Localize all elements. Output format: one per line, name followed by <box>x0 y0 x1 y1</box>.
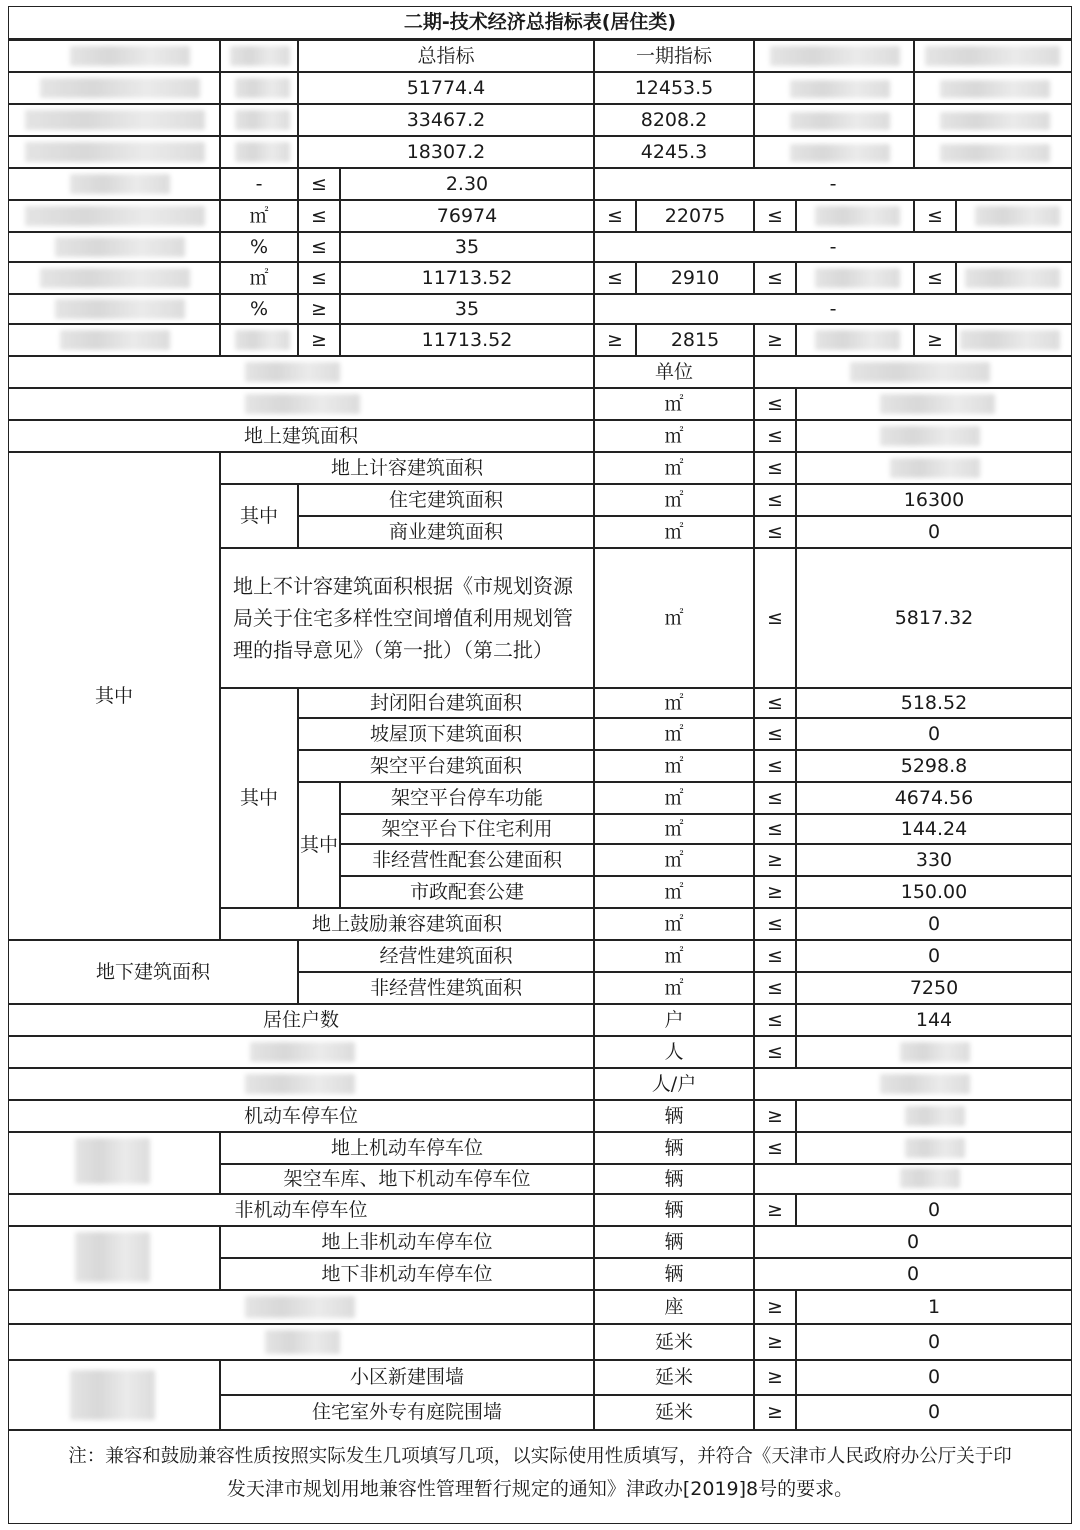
operator-cell: ≤ <box>754 516 796 548</box>
underground-commercial-value: 0 <box>796 940 1072 972</box>
phase-one-value: 8208.2 <box>594 104 754 136</box>
non-commercial-facility-value: 330 <box>796 844 1072 876</box>
header-total-index: 总指标 <box>298 40 594 72</box>
enclosed-balcony-label: 封闭阳台建筑面积 <box>298 688 594 718</box>
redaction-blur <box>905 1138 965 1158</box>
unit-cell: - <box>220 168 298 200</box>
operator-cell: ≥ <box>754 324 796 356</box>
commercial-area-value: 0 <box>796 516 1072 548</box>
stilt-sub-label: 其中 <box>298 782 340 908</box>
operator-cell: ≤ <box>754 1004 796 1036</box>
redaction-blur <box>880 394 995 414</box>
total-value: 76974 <box>340 200 594 232</box>
non-far-area-label <box>220 548 594 688</box>
redaction-blur <box>790 144 890 162</box>
commercial-area-label: 商业建筑面积 <box>298 516 594 548</box>
non-far-area-line: 理的指导意见》（第一批）（第二批） <box>233 638 553 662</box>
unit-cell: ㎡ <box>594 940 754 972</box>
redaction-blur <box>245 394 360 414</box>
operator-cell: ≤ <box>298 232 340 262</box>
redaction-blur <box>790 112 890 130</box>
above-ground-area-label: 地上建筑面积 <box>8 420 594 452</box>
unit-cell: 辆 <box>594 1132 754 1164</box>
redaction-blur <box>235 330 290 350</box>
header-phase-one-index: 一期指标 <box>594 40 754 72</box>
unit-cell: ㎡ <box>594 452 754 484</box>
operator-cell: ≤ <box>298 168 340 200</box>
motor-above-label: 地上机动车停车位 <box>220 1132 594 1164</box>
unit-cell: 辆 <box>594 1164 754 1194</box>
unit-cell: ㎡ <box>594 814 754 844</box>
unit-cell: ㎡ <box>220 262 298 294</box>
redaction-blur <box>235 110 290 130</box>
unit-cell: % <box>220 294 298 324</box>
bike-above-value: 0 <box>754 1226 1072 1258</box>
operator-cell: ≤ <box>754 420 796 452</box>
unit-cell: ㎡ <box>594 420 754 452</box>
total-value: 2.30 <box>340 168 594 200</box>
unit-cell: ㎡ <box>594 844 754 876</box>
bike-underground-value: 0 <box>754 1258 1072 1290</box>
redaction-blur <box>230 46 290 66</box>
operator-cell: ≤ <box>754 1132 796 1164</box>
bike-parking-value: 0 <box>796 1194 1072 1226</box>
bike-above-label: 地上非机动车停车位 <box>220 1226 594 1258</box>
redaction-blur <box>245 362 340 382</box>
redaction-blur <box>900 1042 970 1062</box>
unit-cell: 辆 <box>594 1226 754 1258</box>
phase-one-value: - <box>594 232 1072 262</box>
unit-cell: ㎡ <box>594 972 754 1004</box>
operator-cell: ≤ <box>754 388 796 420</box>
footnote-line: 注：兼容和鼓励兼容性质按照实际发生几项填写几项，以实际使用性质填写，并符合《天津市人民政府办公厅关于印 <box>68 1446 1012 1467</box>
far-sub-label: 其中 <box>220 484 298 548</box>
operator-cell: ≥ <box>754 1290 796 1324</box>
stilt-parking-value: 4674.56 <box>796 782 1072 814</box>
operator-cell: ≤ <box>754 548 796 688</box>
enclosed-balcony-value: 518.52 <box>796 688 1072 718</box>
motor-underground-label: 架空车库、地下机动车停车位 <box>220 1164 594 1194</box>
redaction-blur <box>75 1232 150 1282</box>
underground-label: 地下建筑面积 <box>8 940 298 1004</box>
residential-area-value: 16300 <box>796 484 1072 516</box>
redaction-blur <box>245 1296 355 1318</box>
operator-cell: ≤ <box>754 940 796 972</box>
new-wall-value: 0 <box>796 1360 1072 1395</box>
operator-cell: ≤ <box>914 200 956 232</box>
redaction-blur <box>940 112 1050 130</box>
phase-one-value: - <box>594 294 1072 324</box>
phase-one-value: 22075 <box>636 200 754 232</box>
stilt-floor-value: 5298.8 <box>796 750 1072 782</box>
stilt-floor-label: 架空平台建筑面积 <box>298 750 594 782</box>
households-value: 144 <box>796 1004 1072 1036</box>
unit-cell: ㎡ <box>594 876 754 908</box>
redaction-blur <box>940 144 1050 162</box>
operator-cell: ≥ <box>298 294 340 324</box>
redaction-blur <box>790 80 890 98</box>
redaction-blur <box>25 206 205 226</box>
total-value: 35 <box>340 294 594 324</box>
operator-cell: ≤ <box>754 484 796 516</box>
redaction-blur <box>25 142 205 162</box>
unit-cell: 延米 <box>594 1360 754 1395</box>
redaction-blur <box>40 268 190 288</box>
operator-cell: ≥ <box>754 876 796 908</box>
unit-cell: 人 <box>594 1036 754 1068</box>
redaction-blur <box>815 206 900 226</box>
non-commercial-facility-label: 非经营性配套公建面积 <box>340 844 594 876</box>
phase-one-value: 2815 <box>636 324 754 356</box>
households-label: 居住户数 <box>8 1004 594 1036</box>
total-value: 18307.2 <box>298 136 594 168</box>
table-title: 二期-技术经济总指标表(居住类) <box>8 6 1072 40</box>
non-far-area-line: 局关于住宅多样性空间增值利用规划管 <box>233 606 573 630</box>
sloped-roof-label: 坡屋顶下建筑面积 <box>298 718 594 750</box>
underground-non-commercial-label: 非经营性建筑面积 <box>298 972 594 1004</box>
bike-underground-label: 地下非机动车停车位 <box>220 1258 594 1290</box>
redaction-blur <box>25 110 205 130</box>
unit-cell: % <box>220 232 298 262</box>
redaction-blur <box>235 142 290 162</box>
municipal-facility-label: 市政配套公建 <box>340 876 594 908</box>
operator-cell: ≥ <box>298 324 340 356</box>
unit-cell: 延米 <box>594 1395 754 1430</box>
unit-cell: ㎡ <box>594 548 754 688</box>
residential-area-label: 住宅建筑面积 <box>298 484 594 516</box>
municipal-facility-value: 150.00 <box>796 876 1072 908</box>
total-value: 11713.52 <box>340 324 594 356</box>
redaction-blur <box>265 1330 340 1354</box>
garden-wall-value: 0 <box>796 1395 1072 1430</box>
redaction-blur <box>900 1168 960 1188</box>
operator-cell: ≥ <box>594 324 636 356</box>
redaction-blur <box>880 1074 970 1094</box>
unit-cell: 人/户 <box>594 1068 754 1100</box>
redaction-blur <box>75 1138 150 1184</box>
redaction-blur <box>60 330 170 350</box>
bike-parking-label: 非机动车停车位 <box>8 1194 594 1226</box>
operator-cell: ≤ <box>754 908 796 940</box>
footnote-line: 发天津市规划用地兼容性管理暂行规定的通知》津政办[2019]8号的要求。 <box>226 1478 854 1500</box>
underground-commercial-label: 经营性建筑面积 <box>298 940 594 972</box>
redaction-blur <box>70 1370 155 1420</box>
operator-cell: ≤ <box>754 718 796 750</box>
redaction-blur <box>815 330 900 350</box>
non-far-area-line: 地上不计容建筑面积根据《市规划资源 <box>233 574 573 598</box>
encouraged-compat-value: 0 <box>796 908 1072 940</box>
operator-cell: ≤ <box>594 200 636 232</box>
redaction-blur <box>960 330 1060 350</box>
redaction-blur <box>70 174 170 194</box>
new-wall-label: 小区新建围墙 <box>220 1360 594 1395</box>
operator-cell: ≤ <box>754 814 796 844</box>
redaction-blur <box>70 46 190 66</box>
operator-cell: ≥ <box>754 1194 796 1226</box>
operator-cell: ≥ <box>754 1395 796 1430</box>
operator-cell: ≤ <box>754 782 796 814</box>
motor-parking-label: 机动车停车位 <box>8 1100 594 1132</box>
redaction-blur <box>905 1106 965 1126</box>
unit-cell: 辆 <box>594 1258 754 1290</box>
operator-cell: ≤ <box>298 200 340 232</box>
redaction-blur <box>770 46 900 66</box>
unit-cell: ㎡ <box>594 718 754 750</box>
redaction-blur <box>890 458 980 478</box>
operator-cell: ≤ <box>754 750 796 782</box>
total-value: 35 <box>340 232 594 262</box>
phase-one-value: 4245.3 <box>594 136 754 168</box>
garden-wall-label: 住宅室外专有庭院围墙 <box>220 1395 594 1430</box>
unit-cell: ㎡ <box>220 200 298 232</box>
unit-cell: 户 <box>594 1004 754 1036</box>
unit-cell: 辆 <box>594 1194 754 1226</box>
redaction-blur <box>245 1074 355 1094</box>
operator-cell: ≥ <box>914 324 956 356</box>
sloped-roof-value: 0 <box>796 718 1072 750</box>
redaction-blur <box>55 299 185 319</box>
redaction-blur <box>965 268 1060 288</box>
redaction-blur <box>940 80 1050 98</box>
operator-cell: ≥ <box>754 1100 796 1132</box>
total-value: 33467.2 <box>298 104 594 136</box>
meters-total-value: 0 <box>796 1324 1072 1360</box>
operator-cell: ≥ <box>754 844 796 876</box>
redaction-blur <box>880 426 980 446</box>
non-far-sub-label: 其中 <box>220 688 298 908</box>
underground-non-commercial-value: 7250 <box>796 972 1072 1004</box>
unit-header: 单位 <box>594 356 754 388</box>
group-label-among: 其中 <box>8 452 220 940</box>
redaction-blur <box>235 78 290 98</box>
redaction-blur <box>250 1042 355 1062</box>
operator-cell: ≤ <box>754 200 796 232</box>
redaction-blur <box>925 46 1060 66</box>
unit-cell: ㎡ <box>594 750 754 782</box>
unit-cell: ㎡ <box>594 782 754 814</box>
far-area-label: 地上计容建筑面积 <box>220 452 594 484</box>
phase-one-value: 2910 <box>636 262 754 294</box>
operator-cell: ≤ <box>754 688 796 718</box>
operator-cell: ≤ <box>914 262 956 294</box>
footnote <box>8 1430 1072 1524</box>
encouraged-compat-label: 地上鼓励兼容建筑面积 <box>220 908 594 940</box>
unit-cell: ㎡ <box>594 688 754 718</box>
stilt-parking-label: 架空平台停车功能 <box>340 782 594 814</box>
redaction-blur <box>850 362 990 382</box>
phase-one-value: - <box>594 168 1072 200</box>
operator-cell: ≤ <box>754 262 796 294</box>
redaction-blur <box>815 268 900 288</box>
operator-cell: ≤ <box>754 1036 796 1068</box>
phase-one-value: 12453.5 <box>594 72 754 104</box>
unit-cell: 辆 <box>594 1100 754 1132</box>
redaction-blur <box>40 78 200 98</box>
operator-cell: ≤ <box>594 262 636 294</box>
unit-cell: ㎡ <box>594 908 754 940</box>
operator-cell: ≥ <box>754 1360 796 1395</box>
stilt-residential-label: 架空平台下住宅利用 <box>340 814 594 844</box>
total-value: 51774.4 <box>298 72 594 104</box>
unit-cell: ㎡ <box>594 484 754 516</box>
unit-cell: 延米 <box>594 1324 754 1360</box>
operator-cell: ≥ <box>754 1324 796 1360</box>
operator-cell: ≤ <box>754 972 796 1004</box>
redaction-blur <box>975 206 1060 226</box>
unit-cell: ㎡ <box>594 388 754 420</box>
operator-cell: ≤ <box>754 452 796 484</box>
operator-cell: ≤ <box>298 262 340 294</box>
unit-cell: 座 <box>594 1290 754 1324</box>
stilt-residential-value: 144.24 <box>796 814 1072 844</box>
total-value: 11713.52 <box>340 262 594 294</box>
unit-cell: ㎡ <box>594 516 754 548</box>
non-far-area-value: 5817.32 <box>796 548 1072 688</box>
facility-seats-value: 1 <box>796 1290 1072 1324</box>
redaction-blur <box>55 237 185 257</box>
